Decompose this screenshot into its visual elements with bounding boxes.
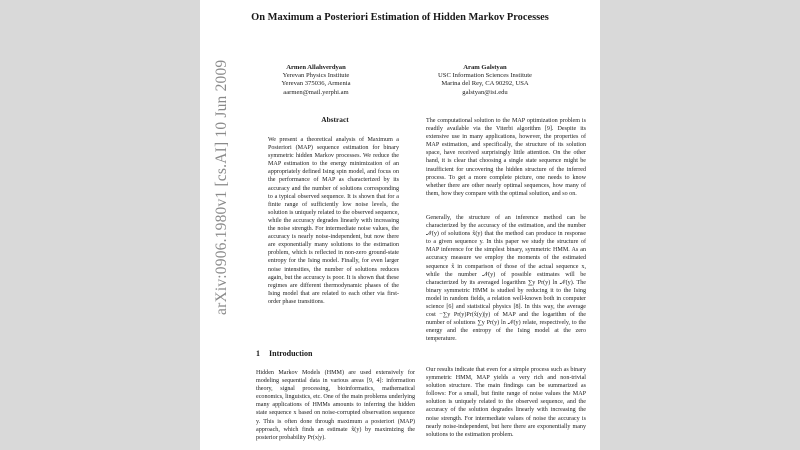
author-affiliation: Yerevan Physics Institute <box>282 72 350 80</box>
right-paragraph-2: Generally, the structure of an inference method can be characterized by the accuracy of the estimation, and the number 𝒩(y) of solutions x̂(y) that the method can produce in response to a given sequence y. In this paper we study the structure of MAP inference for the simplest binary, symmetric HMM. As an accuracy measure we employ the moments of the estimated sequence x̂ in comparison of those of the actual sequence x, while the number 𝒩(y) of possible estimates will be characterized by its averaged logarithm ∑y Pr(y) ln 𝒩(y). The binary symmetric HMM is studied by reducing it to the Ising model in random fields, a relation well-known both in computer science [6] and statistical physics [8]. In this way, the average cost −∑y Pr(y)Pr(x̂(y)|y) of MAP and the logarithm of the number of solutions ∑y Pr(y) ln 𝒩(y) relate, respectively, to the energy and the entropy of the Ising model at the zero temperature. <box>426 215 586 343</box>
author-address: Yerevan 375036, Armenia <box>281 80 351 88</box>
author-block-2 <box>395 64 575 97</box>
author-address: Marina del Rey, CA 90292, USA <box>441 80 529 88</box>
abstract-heading: Abstract <box>321 115 349 124</box>
author-name: Armen Allahverdyan <box>286 64 346 71</box>
author-affiliation: USC Information Sciences Institute <box>438 72 532 80</box>
arxiv-identifier-text: arXiv:0906.1980v1 [cs.AI] 10 Jun 2009 <box>213 59 230 315</box>
abstract-text: We present a theoretical analysis of Maximum a Posteriori (MAP) sequence estimation for binary symmetric hidden Markov processes. We reduce the MAP estimation to the energy minimization of an appropriately defined Ising spin model, and focus on the performance of MAP as characterized by its accuracy and the number of solutions corresponding to a typical observed sequence. It is shown that for a finite range of sufficiently low noise levels, the solution is uniquely related to the observed sequence, while the accuracy degrades linearly with increasing the noise strength. For intermediate noise values, the accuracy is nearly noise-independent, but now there are exponentially many solutions to the estimation problem, which is reflected in non-zero ground-state entropy for the Ising model. Finally, for even larger noise intensities, the number of solutions reduces again, but the accuracy is poor. It is shown that these regimes are different thermodynamic phases of the Ising model that are related to each other via first-order phase transitions. <box>268 137 399 305</box>
paper-title: On Maximum a Posteriori Estimation of Hidden Markov Processes <box>251 12 549 23</box>
author-name: Aram Galstyan <box>463 64 507 71</box>
section-title: Introduction <box>269 349 313 358</box>
author-email: aarmen@mail.yerphi.am <box>283 88 349 96</box>
section-heading <box>256 349 312 358</box>
section-number: 1 <box>256 349 260 358</box>
author-email: galstyan@isi.edu <box>462 88 508 96</box>
author-block-1 <box>226 64 406 97</box>
right-paragraph-1: The computational solution to the MAP optimization problem is readily available via the Viterbi algorithm [9]. Despite its extensive use in many applications, however, the properties of MAP estimation, and specifically, the structure of its solution space, have received surprisingly little attention. On the other hand, it is clear that choosing a single state sequence might be insufficient for uncovering the hidden structure of the inferred process. To get a more complete picture, one needs to know whether there are other nearly optimal sequences, how many of them, how they compare with the optimal solution, and so on. <box>426 118 586 197</box>
intro-paragraph: Hidden Markov Models (HMM) are used extensively for modeling sequential data in various areas [9, 4]: information theory, signal processing, bioinformatics, mathematical economics, linguistics, etc. One of the main problems underlying many applications of HMMs amounts to inferring the hidden state sequence x based on noise-corrupted observation sequence y. This is often done through maximum a posteriori (MAP) approach, which finds an estimate x̂(y) by maximizing the posterior probability Pr(x|y). <box>256 370 415 441</box>
right-paragraph-3: Our results indicate that even for a simple process such as binary symmetric HMM, MAP yields a very rich and non-trivial solution structure. The main findings can be summarized as follows: For a small, but finite range of noise values the MAP solution is uniquely related to the observed sequence, and the accuracy of the solution degrades linearly with increasing the noise strength. For intermediate values of noise the accuracy is nearly noise-independent, but here there are exponentially many solutions to the estimation problem. <box>426 367 586 438</box>
paper-page <box>200 0 600 450</box>
